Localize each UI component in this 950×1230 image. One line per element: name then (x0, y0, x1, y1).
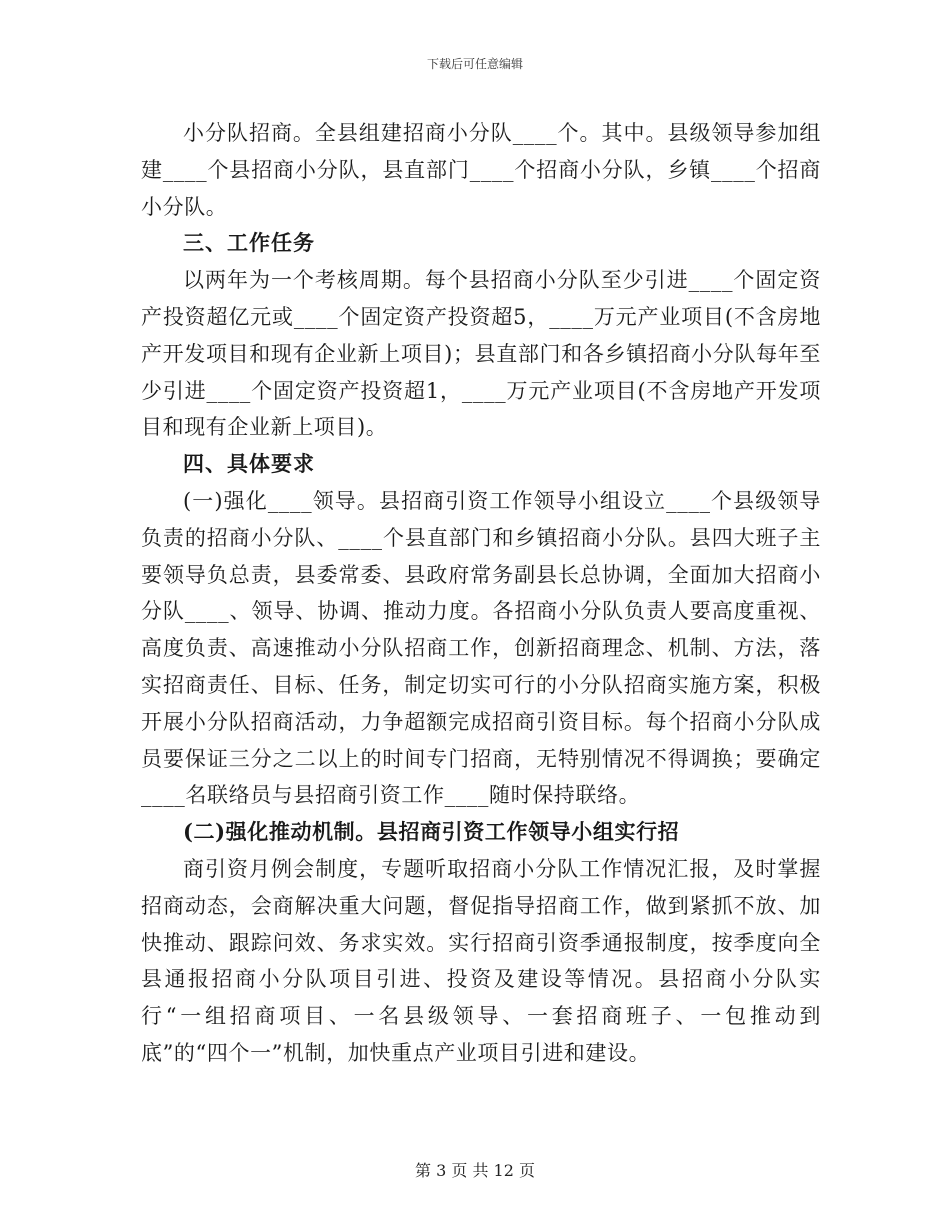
page-footer: 第 3 页 共 12 页 (415, 1161, 535, 1180)
document-body (141, 115, 821, 1072)
paragraph: 商引资月例会制度，专题听取招商小分队工作情况汇报，及时掌握招商动态，会商解决重大问题，督促指导招商工作，做到紧抓不放、加快推动、跟踪问效、务求实效。实行招商引资季通报制度，按季度向全县通报招商小分队项目引进、投资及建设等情况。县招商小分队实行“一组招商项目、一名县级领导、一套招商班子、一包推动到底”的“四个一”机制，加快重点产业项目引进和建设。 (141, 856, 821, 1065)
paragraph: 以两年为一个考核周期。每个县招商小分队至少引进____个固定资产投资超亿元或____个固定资产投资超5，____万元产业项目(不含房地产开发项目和现有企业新上项目)；县直部门和各乡镇招商小分队每年至少引进____个固定资产投资超1，____万元产业项目(不含房地产开发项目和现有企业新上项目)。 (141, 268, 821, 440)
paragraph: (一)强化____领导。县招商引资工作领导小组设立____个县级领导负责的招商小分队、____个县直部门和乡镇招商小分队。县四大班子主要领导负总责，县委常委、县政府常务副县长总协调，全面加大招商小分队____、领导、协调、推动力度。各招商小分队负责人要高度重视、高度负责、高速推动小分队招商工作，创新招商理念、机制、方法，落实招商责任、目标、任务，制定切实可行的小分队招商实施方案，积极开展小分队招商活动，力争超额完成招商引资目标。每个招商小分队成员要保证三分之二以上的时间专门招商，无特别情况不得调换；要确定____名联络员与县招商引资工作____随时保持联络。 (141, 488, 821, 808)
page-header: 下载后可任意编辑 (426, 57, 523, 71)
subsection-heading: (二)强化推动机制。县招商引资工作领导小组实行招 (183, 819, 680, 845)
section-heading: 三、工作任务 (183, 231, 315, 256)
section-heading: 四、具体要求 (183, 452, 315, 477)
paragraph: 小分队招商。全县组建招商小分队____个。其中。县级领导参加组建____个县招商小分队，县直部门____个招商小分队，乡镇____个招商小分队。 (141, 121, 821, 219)
